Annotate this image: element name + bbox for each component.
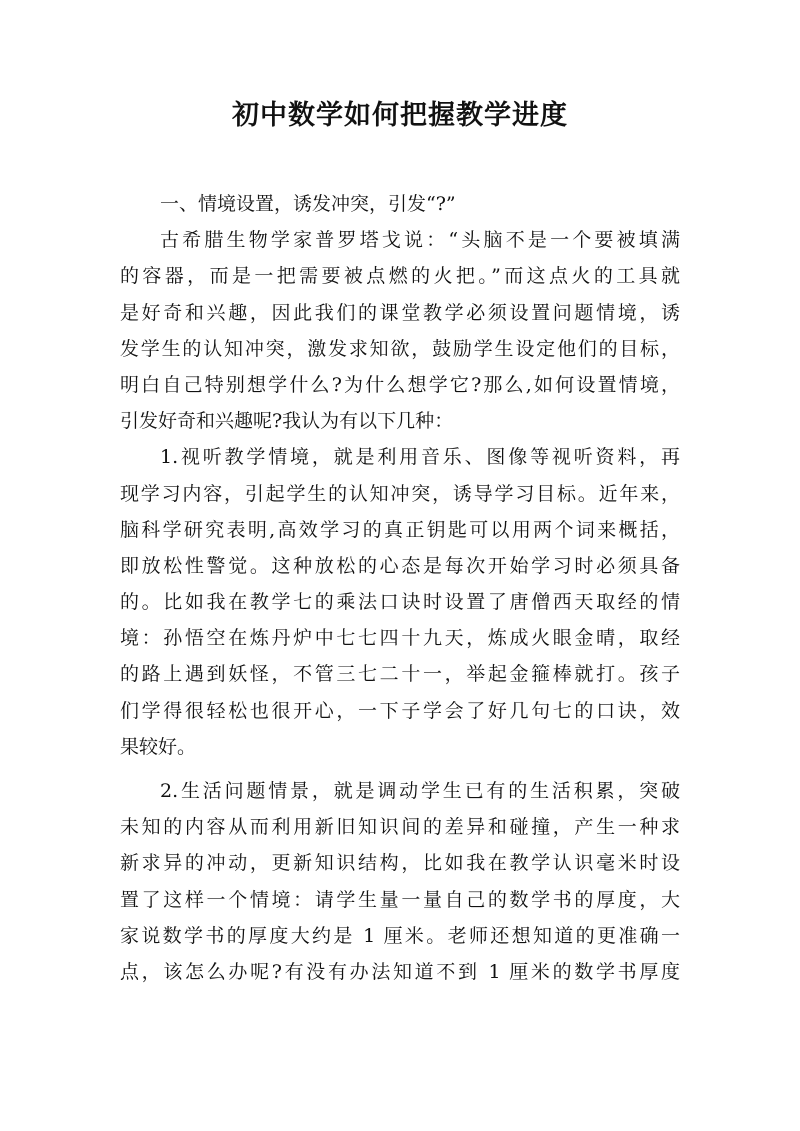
- paragraph-line: 即放松性警觉。这种放松的心态是每次开始学习时必须具备: [120, 554, 680, 577]
- paragraph-line: 1.视听教学情境，就是利用音乐、图像等视听资料，再: [160, 446, 680, 469]
- paragraph-line: 古希腊生物学家普罗塔戈说：“头脑不是一个要被填满: [160, 229, 680, 252]
- paragraph-line: 引发好奇和兴趣呢?我认为有以下几种：: [120, 410, 454, 433]
- paragraph-line: 未知的内容从而利用新旧知识间的差异和碰撞，产生一种求: [120, 816, 680, 839]
- paragraph-line: 的路上遇到妖怪，不管三七二十一，举起金箍棒就打。孩子: [120, 663, 680, 686]
- paragraph-line: 家说数学书的厚度大约是 1 厘米。老师还想知道的更准确一: [120, 924, 680, 947]
- document-title: 初中数学如何把握教学进度: [232, 100, 568, 131]
- paragraph-line: 置了这样一个情境：请学生量一量自己的数学书的厚度，大: [120, 888, 680, 911]
- paragraph-line: 新求异的冲动，更新知识结构，比如我在教学认识毫米时设: [120, 852, 680, 875]
- document-body: [120, 186, 680, 990]
- paragraph-line: 境：孙悟空在炼丹炉中七七四十九天，炼成火眼金晴，取经: [120, 627, 680, 650]
- paragraph-line: 2.生活问题情景，就是调动学生已有的生活积累，突破: [160, 780, 680, 802]
- paragraph-1: [120, 222, 680, 439]
- paragraph-line: 现学习内容，引起学生的认知冲突，诱导学习目标。近年来，: [120, 482, 680, 505]
- paragraph-2: [120, 439, 680, 765]
- paragraph-spacer: [120, 765, 680, 773]
- section-heading: 一、情境设置，诱发冲突，引发“?”: [160, 193, 456, 215]
- paragraph-3: [120, 773, 680, 990]
- paragraph-line: 是好奇和兴趣，因此我们的课堂教学必须设置问题情境，诱: [120, 301, 680, 324]
- paragraph-line: 们学得很轻松也很开心，一下子学会了好几句七的口诀，效: [120, 699, 680, 722]
- paragraph-line: 脑科学研究表明,高效学习的真正钥匙可以用两个词来概括，: [120, 518, 680, 541]
- paragraph-line: 明白自己特别想学什么?为什么想学它?那么,如何设置情境，: [120, 373, 680, 396]
- paragraph-line: 果较好。: [120, 735, 197, 758]
- paragraph-line: 的容器，而是一把需要被点燃的火把。”而这点火的工具就: [120, 265, 680, 288]
- paragraph-line: 点，该怎么办呢?有没有办法知道不到 1 厘米的数学书厚度: [120, 960, 680, 983]
- paragraph-line: 的。比如我在教学七的乘法口诀时设置了唐僧西天取经的情: [120, 591, 680, 614]
- paragraph-line: 发学生的认知冲突，激发求知欲，鼓励学生设定他们的目标，: [120, 337, 680, 360]
